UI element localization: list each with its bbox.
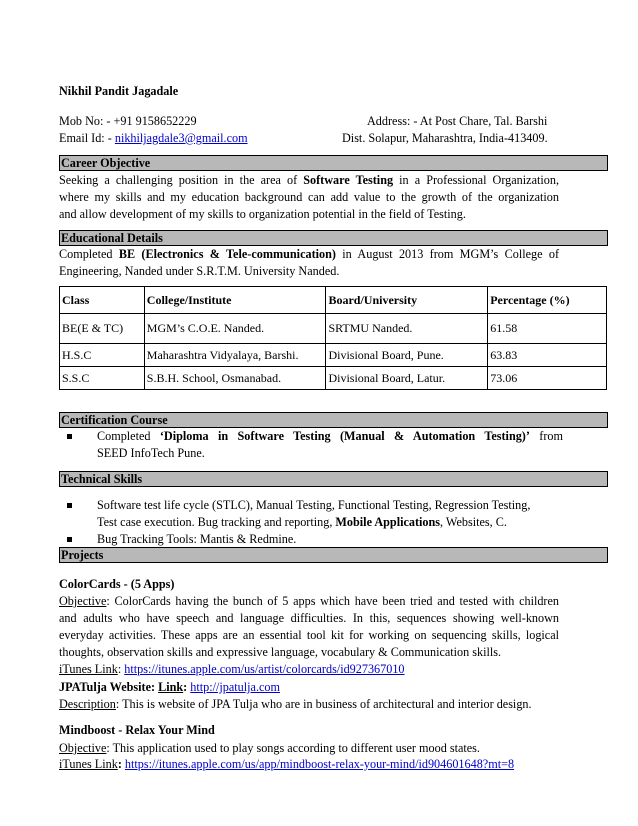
jpatulja-website-link[interactable]: http://jpatulja.com xyxy=(190,680,280,694)
table-cell: BE(E & TC) xyxy=(60,314,145,344)
colorcards-itunes-link[interactable]: https://itunes.apple.com/us/artist/colorcards/id927367010 xyxy=(124,662,405,676)
table-cell: S.S.C xyxy=(60,367,145,390)
table-cell: Divisional Board, Pune. xyxy=(326,344,488,367)
career-objective-heading: Career Objective xyxy=(59,155,608,171)
project-title-colorcards: ColorCards - (5 Apps) xyxy=(59,577,175,591)
education-table xyxy=(59,286,607,390)
table-cell: SRTMU Nanded. xyxy=(326,314,488,344)
contact-row-1 xyxy=(59,114,607,129)
projects-heading: Projects xyxy=(59,547,608,563)
address-line-2: Dist. Solapur, Maharashtra, India-413409. xyxy=(342,131,548,145)
column-header: College/Institute xyxy=(144,287,326,314)
certification-item: Completed ‘Diploma in Software Testing (Manual & Automation Testing)’ from SEED InfoTech Pune. xyxy=(67,428,567,462)
project-title-mindboost: Mindboost - Relax Your Mind xyxy=(59,723,215,737)
table-cell: MGM’s C.O.E. Nanded. xyxy=(144,314,326,344)
table-header-row xyxy=(60,287,607,314)
table-cell: 63.83 xyxy=(488,344,607,367)
table-cell: S.B.H. School, Osmanabad. xyxy=(144,367,326,390)
table-cell: 73.06 xyxy=(488,367,607,390)
project-mindboost-itunes: iTunes Link: https://itunes.apple.com/us/app/mindboost-relax-your-mind/id904601648?mt=8 xyxy=(59,757,515,771)
address-line-1: Address: - At Post Chare, Tal. Barshi xyxy=(367,114,548,128)
table-cell: Maharashtra Vidyalaya, Barshi. xyxy=(144,344,326,367)
technical-skills-heading: Technical Skills xyxy=(59,471,608,487)
email-line xyxy=(59,131,248,146)
mindboost-itunes-link[interactable]: https://itunes.apple.com/us/app/mindboost-relax-your-mind/id904601648?mt=8 xyxy=(124,757,515,771)
candidate-name: Nikhil Pandit Jagadale xyxy=(59,84,179,98)
career-objective-text: Seeking a challenging position in the area of Software Testing in a Professional Organization, where my skills and my education background can add value to the growth of the organization and allow development of my skills to organization potential in the field of Testing. xyxy=(59,173,559,221)
table-cell: Divisional Board, Latur. xyxy=(326,367,488,390)
mobile-number: Mob No: - +91 9158652229 xyxy=(59,114,197,128)
technical-skill-item-1: Software test life cycle (STLC), Manual Testing, Functional Testing, Regression Testing, Test case execution. Bug tracking and reporting, Mobile Applications, Websites, C. xyxy=(67,497,567,531)
table-row xyxy=(60,367,607,390)
contact-row-2 xyxy=(59,131,607,146)
project-colorcards-description: Objective: ColorCards having the bunch of 5 apps which have been tried and tested with children and adults who have speech and language difficulties. In this, sequences showing well-known everyday activities. These apps are an essential tool kit for working on sequencing skills, logical thoughts, observation skills and expressive language, vocabulary & Communication skills. iTunes Link: https://itunes.apple.com/us/artist/colorcards/id927367010 xyxy=(59,594,559,676)
bullet-icon xyxy=(67,503,72,508)
certification-heading: Certification Course xyxy=(59,412,608,428)
project-jpatulja: JPATulja Website: Link: http://jpatulja.com xyxy=(59,680,280,694)
project-jpatulja-description: Description: This is website of JPA Tulja who are in business of architectural and interior design. xyxy=(59,697,532,711)
column-header: Percentage (%) xyxy=(488,287,607,314)
education-summary: Completed BE (Electronics & Tele-communication) in August 2013 from MGM’s College of Engineering, Nanded under S.R.T.M. University Nanded. xyxy=(59,247,560,278)
bullet-icon xyxy=(67,537,72,542)
technical-skill-item-2: Bug Tracking Tools: Mantis & Redmine. xyxy=(67,531,567,548)
table-row xyxy=(60,314,607,344)
table-row xyxy=(60,344,607,367)
column-header: Board/University xyxy=(326,287,488,314)
bullet-icon xyxy=(67,434,72,439)
table-cell: H.S.C xyxy=(60,344,145,367)
educational-details-heading: Educational Details xyxy=(59,230,608,246)
project-title-jpatulja: JPATulja Website: xyxy=(59,680,156,694)
column-header: Class xyxy=(60,287,145,314)
table-cell: 61.58 xyxy=(488,314,607,344)
email-label: Email Id: - xyxy=(59,131,115,145)
email-link[interactable]: nikhiljagdale3@gmail.com xyxy=(114,131,248,145)
project-mindboost-objective: Objective: This application used to play songs according to different user mood states. xyxy=(59,741,480,755)
